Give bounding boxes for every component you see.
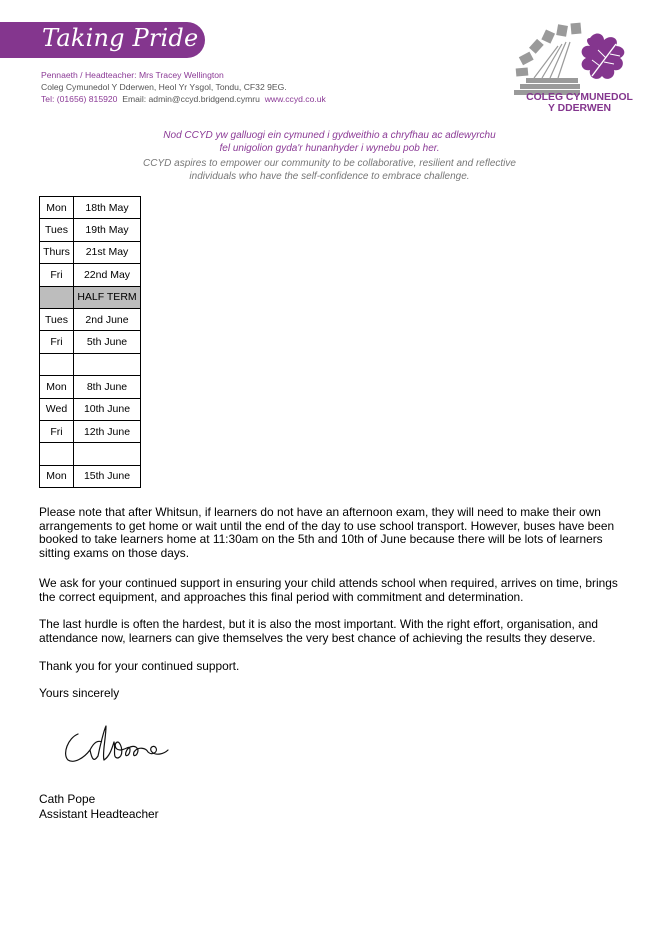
- header-banner: [0, 22, 205, 58]
- table-row: [40, 197, 141, 219]
- date-cell: 18th May: [74, 197, 141, 219]
- closing-line: Yours sincerely: [39, 686, 120, 700]
- table-row: [40, 286, 141, 308]
- logo-line-1: COLEG CYMUNEDOL: [526, 92, 633, 103]
- mission-welsh-line-2: fel unigolion gyda'r hunanhyder i wynebu pob her.: [219, 143, 440, 154]
- day-cell: [40, 443, 74, 465]
- table-row: [40, 376, 141, 398]
- mission-english-line-2: individuals who have the self-confidence to embrace challenge.: [189, 171, 470, 182]
- headteacher-name: Mrs Tracey Wellington: [138, 70, 224, 80]
- table-row: [40, 264, 141, 286]
- date-cell: 12th June: [74, 420, 141, 442]
- mission-welsh: [0, 129, 659, 155]
- table-row: [40, 420, 141, 442]
- mission-english-line-1: CCYD aspires to empower our community to be collaborative, resilient and reflective: [143, 158, 516, 169]
- date-cell: 21st May: [74, 241, 141, 263]
- date-cell: 5th June: [74, 331, 141, 353]
- email-label: Email:: [122, 94, 147, 104]
- day-cell: Mon: [40, 376, 74, 398]
- tel-label: Tel:: [41, 94, 55, 104]
- table-row: [40, 353, 141, 375]
- day-cell: Fri: [40, 331, 74, 353]
- website-link[interactable]: www.ccyd.co.uk: [264, 94, 326, 104]
- day-cell: Tues: [40, 219, 74, 241]
- day-cell: Tues: [40, 308, 74, 330]
- body-paragraph-1: Please note that after Whitsun, if learners do not have an afternoon exam, they will need to make their own arrangements to get home or wait until the end of the day to use school transport. However, buses have been booked to take learners home at 11:30am on the 5th and 10th of June because there will be lots of learners sitting exams on those days.: [39, 505, 615, 560]
- school-address: Coleg Cymunedol Y Dderwen, Heol Yr Ysgol, Tondu, CF32 9EG.: [41, 82, 287, 92]
- day-cell: Mon: [40, 197, 74, 219]
- mission-welsh-line-1: Nod CCYD yw galluogi ein cymuned i gydweithio a chryfhau ac adlewyrchu: [163, 130, 496, 141]
- date-cell: 8th June: [74, 376, 141, 398]
- day-cell: Fri: [40, 420, 74, 442]
- table-row: [40, 241, 141, 263]
- body-paragraph-2: We ask for your continued support in ensuring your child attends school when required, arrives on time, brings the correct equipment, and approaches this final period with commitment and determination.: [39, 576, 618, 604]
- signatory-title: Assistant Headteacher: [39, 807, 159, 821]
- signatory-name: Cath Pope: [39, 792, 96, 806]
- signature-icon: [60, 720, 176, 770]
- day-cell: Wed: [40, 398, 74, 420]
- date-cell: 22nd May: [74, 264, 141, 286]
- table-row: [40, 465, 141, 487]
- logo-line-2: Y DDERWEN: [547, 103, 612, 114]
- mission-english: [0, 157, 659, 183]
- table-row: [40, 331, 141, 353]
- date-cell: 2nd June: [74, 308, 141, 330]
- day-cell: [40, 353, 74, 375]
- banner-title: Taking Pride: [42, 24, 199, 52]
- exam-dates-table: [39, 196, 141, 488]
- date-cell: HALF TERM: [74, 286, 141, 308]
- body-paragraph-3: The last hurdle is often the hardest, but it is also the most important. With the right effort, organisation, and attendance now, learners can give themselves the very best chance of achieving the results they deserve.: [39, 617, 598, 645]
- header-contact-block: [41, 69, 326, 105]
- day-cell: [40, 286, 74, 308]
- body-paragraph-4: Thank you for your continued support.: [39, 659, 240, 673]
- table-row: [40, 443, 141, 465]
- signatory-block: [39, 792, 159, 822]
- table-row: [40, 308, 141, 330]
- headteacher-label: Pennaeth / Headteacher:: [41, 70, 137, 80]
- date-cell: [74, 353, 141, 375]
- table-row: [40, 398, 141, 420]
- date-cell: 19th May: [74, 219, 141, 241]
- day-cell: Thurs: [40, 241, 74, 263]
- date-cell: [74, 443, 141, 465]
- email-link[interactable]: admin@ccyd.bridgend.cymru: [148, 94, 260, 104]
- logo-wordmark: [512, 92, 647, 114]
- headteacher-line: [41, 69, 326, 81]
- tel-number: (01656) 815920: [56, 94, 118, 104]
- table-row: [40, 219, 141, 241]
- date-cell: 15th June: [74, 465, 141, 487]
- day-cell: Mon: [40, 465, 74, 487]
- date-cell: 10th June: [74, 398, 141, 420]
- contact-line: [41, 93, 326, 105]
- day-cell: Fri: [40, 264, 74, 286]
